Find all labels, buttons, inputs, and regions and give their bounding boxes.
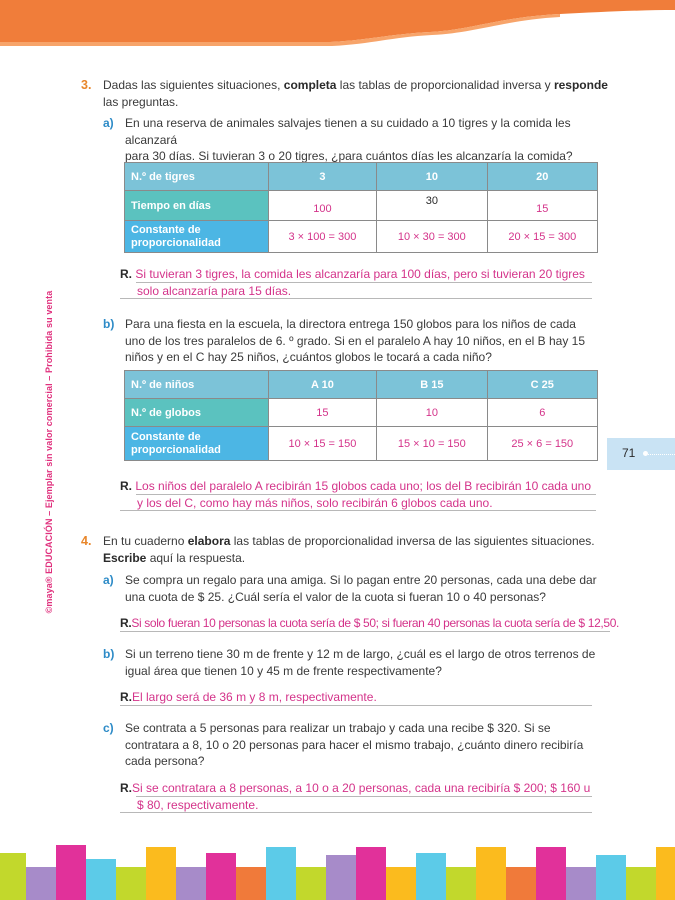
answer-line bbox=[120, 705, 592, 706]
table-tigres bbox=[124, 162, 598, 253]
answer-line bbox=[136, 282, 592, 283]
answer-line bbox=[136, 494, 596, 495]
table-cell-answer: 100 bbox=[268, 191, 376, 221]
table-cell-answer: 20 × 15 = 300 bbox=[487, 221, 597, 253]
table-header-cell: A 10 bbox=[268, 371, 376, 399]
question-3-text: Dadas las siguientes situaciones, completa las tablas de proporcionalidad inversa y responde las preguntas. bbox=[103, 78, 608, 109]
table-cell: 30 bbox=[377, 191, 487, 221]
question-4b-label: b) bbox=[103, 647, 115, 661]
answer-line bbox=[120, 631, 610, 632]
table-cell-answer: 3 × 100 = 300 bbox=[268, 221, 376, 253]
table-cell-answer: 25 × 6 = 150 bbox=[487, 427, 597, 461]
question-3b-label: b) bbox=[103, 317, 115, 331]
table-cell-answer: 10 × 30 = 300 bbox=[377, 221, 487, 253]
question-4-number: 4. bbox=[81, 534, 92, 548]
table-row-label: Tiempo en días bbox=[125, 191, 269, 221]
table-cell-answer: 6 bbox=[487, 399, 597, 427]
table-row-label: Constante de proporcionalidad bbox=[125, 427, 269, 461]
question-4c-label: c) bbox=[103, 721, 114, 735]
question-3-number: 3. bbox=[81, 78, 92, 92]
question-4a-text: Se compra un regalo para una amiga. Si lo pagan entre 20 personas, cada una debe dar una cuota de $ 25. ¿Cuál sería el valor de la cuota si fueran 10 o 40 personas? bbox=[125, 573, 597, 604]
answer-line bbox=[120, 298, 592, 299]
answer-4b: R.El largo será de 36 m y 8 m, respectivamente. bbox=[120, 690, 377, 704]
question-3a-text: En una reserva de animales salvajes tienen a su cuidado a 10 tigres y la comida les alcanzará para 30 días. Si tuvieran 3 o 20 tigres, ¿para cuántos días les alcanzaría la comida? bbox=[125, 116, 573, 163]
table-row-label: Constante de proporcionalidad bbox=[125, 221, 269, 253]
table-header-cell: 20 bbox=[487, 163, 597, 191]
question-4c-text: Se contrata a 5 personas para realizar un trabajo y cada una recibe $ 320. Si se contratara a 8, 10 o 20 personas para hacer el mismo trabajo, ¿cuánto dinero recibiría cada persona? bbox=[125, 721, 584, 768]
table-cell-answer: 15 bbox=[487, 191, 597, 221]
page-dotted-line bbox=[646, 454, 675, 455]
table-cell-answer: 15 × 10 = 150 bbox=[377, 427, 487, 461]
copyright-side-text: ©maya® EDUCACIÓN – Ejemplar sin valor comercial – Prohibida su venta bbox=[44, 290, 54, 614]
table-header-cell: N.º de tigres bbox=[125, 163, 269, 191]
question-4-text: En tu cuaderno elabora las tablas de proporcionalidad inversa de las siguientes situaciones. Escribe aquí la respuesta. bbox=[103, 534, 595, 565]
table-header-cell: B 15 bbox=[377, 371, 487, 399]
question-4a-label: a) bbox=[103, 573, 114, 587]
table-cell-answer: 10 bbox=[377, 399, 487, 427]
answer-line bbox=[120, 812, 592, 813]
table-header-cell: 3 bbox=[268, 163, 376, 191]
table-cell-answer: 10 × 15 = 150 bbox=[268, 427, 376, 461]
answer-line bbox=[136, 796, 592, 797]
question-3b-text: Para una fiesta en la escuela, la directora entrega 150 globos para los niños de cada uno de los tres paralelos de 6. º grado. Si en el paralelo A hay 10 niños, en el B hay 15 niños y en el C hay 25 niños, ¿cuántos globos le tocará a cada niño? bbox=[125, 317, 586, 364]
page-number: 71 bbox=[622, 446, 636, 460]
question-3a-label: a) bbox=[103, 116, 114, 130]
answer-line bbox=[120, 510, 596, 511]
answer-4a: R.Si solo fueran 10 personas la cuota sería de $ 50; si fueran 40 personas la cuota sería de $ 12,50. bbox=[120, 616, 620, 630]
table-header-cell: C 25 bbox=[487, 371, 597, 399]
table-header-cell: N.º de niños bbox=[125, 371, 269, 399]
table-row-label: N.º de globos bbox=[125, 399, 269, 427]
question-4b-text: Si un terreno tiene 30 m de frente y 12 m de largo, ¿cuál es el largo de otros terrenos de igual área que tienen 10 y 45 m de frente respectivamente? bbox=[125, 647, 596, 678]
table-cell-answer: 15 bbox=[268, 399, 376, 427]
top-wave-banner bbox=[0, 0, 675, 50]
bottom-color-strip bbox=[0, 845, 675, 900]
answer-3b: R. Los niños del paralelo A recibirán 15 globos cada uno; los del B recibirán 10 cada uno y los del C, como hay más niños, solo recibirán 6 globos cada uno. bbox=[120, 479, 591, 510]
answer-3a: R. Si tuvieran 3 tigres, la comida les alcanzaría para 100 días, pero si tuvieran 20 tigres solo alcanzaría para 15 días. bbox=[120, 267, 585, 298]
table-globos bbox=[124, 370, 598, 461]
table-header-cell: 10 bbox=[377, 163, 487, 191]
answer-4c: R.Si se contratara a 8 personas, a 10 o a 20 personas, cada una recibiría $ 200; $ 160 u $ 80, respectivamente. bbox=[120, 781, 591, 812]
